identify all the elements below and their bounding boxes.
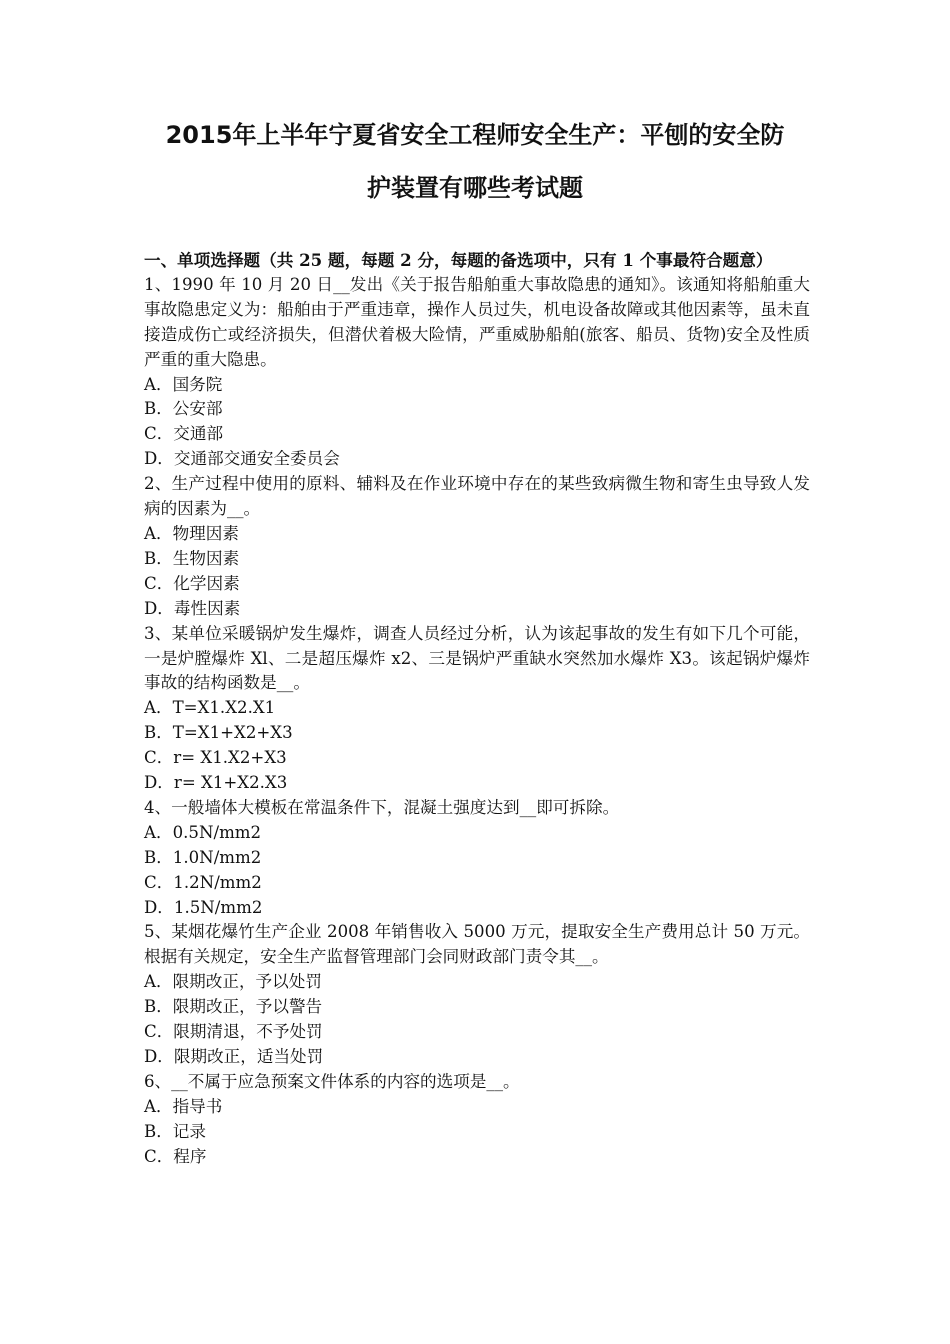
answer-option: B．生物因素: [144, 548, 240, 568]
answer-option: D．1.5N/mm2: [144, 897, 263, 917]
question-block: [144, 1070, 810, 1170]
answer-option: D．交通部交通安全委员会: [144, 449, 340, 469]
answer-option: C．1.2N/mm2: [144, 872, 262, 892]
answer-option: D．限期改正，适当处罚: [144, 1047, 324, 1066]
answer-option: D．毒性因素: [144, 598, 241, 618]
answer-option: A．国务院: [144, 374, 223, 394]
answer-option: B．限期改正，予以警告: [144, 997, 323, 1017]
question-text: 2、生产过程中使用的原料、辅料及在作业环境中存在的某些致病微生物和寄生虫导致人发病的因素为__。: [144, 474, 810, 519]
answer-option: C．化学因素: [144, 573, 240, 593]
answer-option: C．限期清退，不予处罚: [144, 1022, 323, 1042]
answer-option: B．1.0N/mm2: [144, 847, 262, 867]
document-title-line-2: 护装置有哪些考试题: [367, 174, 583, 202]
answer-option: A．0.5N/mm2: [144, 822, 262, 842]
question-text: 3、某单位采暖锅炉发生爆炸，调查人员经过分析，认为该起事故的发生有如下几个可能，一是炉膛爆炸 Xl、二是超压爆炸 x2、三是锅炉严重缺水突然加水爆炸 X3。该起锅炉爆炸事故的结构函数是__。: [144, 623, 810, 693]
question-list: [144, 273, 810, 1170]
section-heading: 一、单项选择题（共 25 题，每题 2 分，每题的备选项中，只有 1 个事最符合题意）: [144, 250, 773, 270]
question-text: 6、__不属于应急预案文件体系的内容的选项是__。: [144, 1071, 520, 1091]
question-block: [144, 472, 810, 621]
answer-option: A．限期改正，予以处罚: [144, 972, 322, 992]
question-block: [144, 622, 810, 796]
question-text: 1、1990 年 10 月 20 日__发出《关于报告船舶重大事故隐患的通知》。该通知将船舶重大事故隐患定义为：船舶由于严重违章，操作人员过失，机电设备故障或其他因素等，虽未直接造成伤亡或经济损失，但潜伏着极大险情，严重威胁船舶(旅客、船员、货物)安全及性质严重的重大隐患。: [144, 274, 810, 369]
question-block: [144, 273, 810, 472]
answer-option: A．指导书: [144, 1096, 223, 1116]
question-text: 4、一般墙体大模板在常温条件下，混凝土强度达到__即可拆除。: [144, 797, 620, 817]
answer-option: B．记录: [144, 1121, 206, 1141]
answer-option: B．公安部: [144, 399, 223, 419]
answer-option: D．r= X1+X2.X3: [144, 773, 288, 793]
answer-option: A．T=X1.X2.X1: [144, 698, 276, 718]
question-text: 5、某烟花爆竹生产企业 2008 年销售收入 5000 万元，提取安全生产费用总计 50 万元。根据有关规定，安全生产监督管理部门会同财政部门责令其__。: [144, 922, 810, 967]
question-block: [144, 920, 810, 1069]
answer-option: C．r= X1.X2+X3: [144, 748, 287, 768]
answer-option: B．T=X1+X2+X3: [144, 723, 293, 743]
document-body: [144, 248, 810, 1170]
document-title-line-1: 2015年上半年宁夏省安全工程师安全生产：平刨的安全防: [165, 121, 785, 149]
answer-option: C．交通部: [144, 424, 224, 444]
question-block: [144, 796, 810, 921]
answer-option: A．物理因素: [144, 523, 239, 543]
answer-option: C．程序: [144, 1146, 207, 1166]
